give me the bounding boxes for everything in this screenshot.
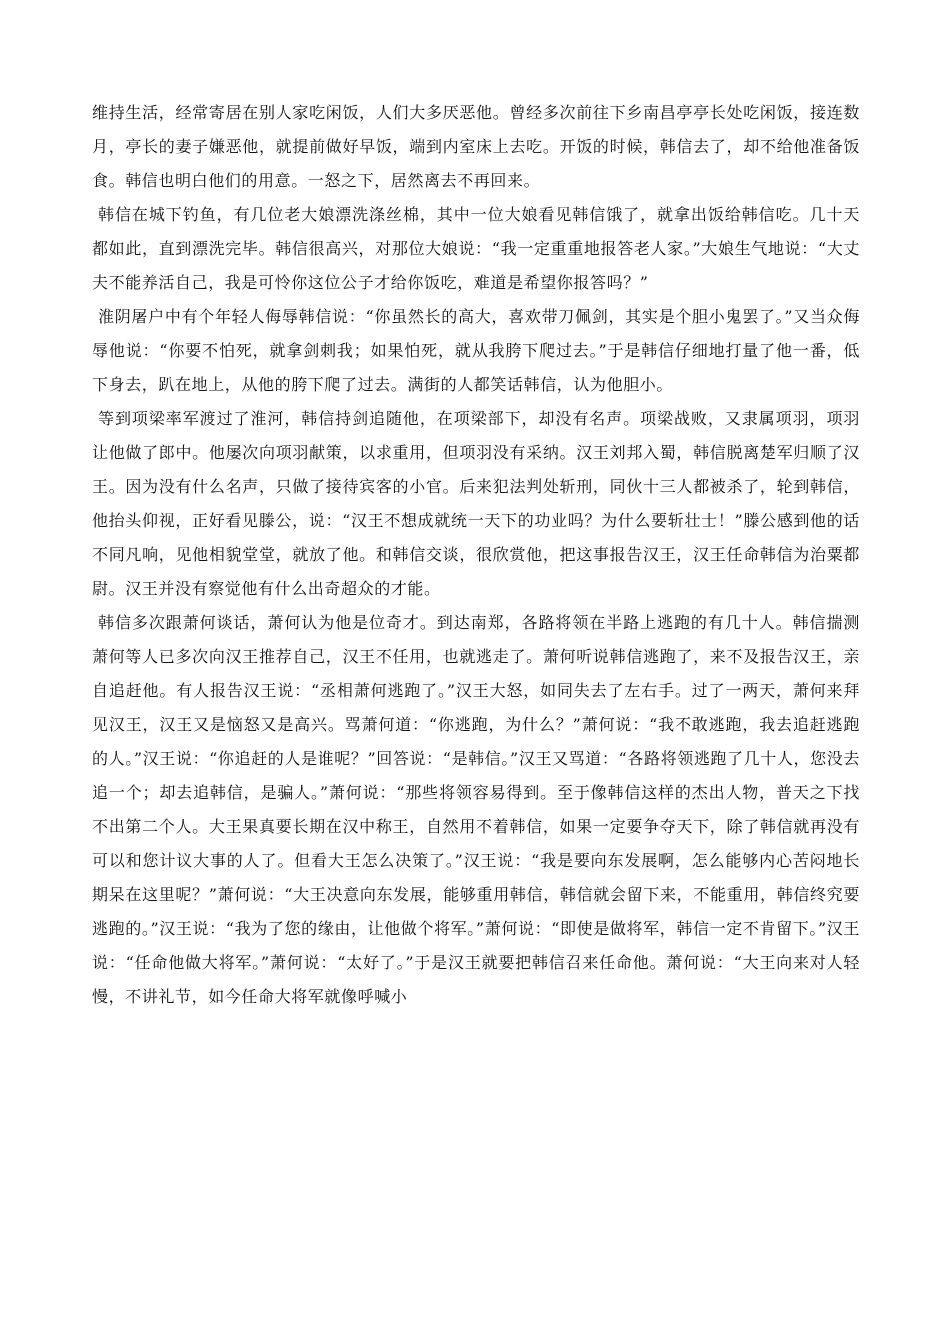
paragraph-5: 韩信多次跟萧何谈话，萧何认为他是位奇才。到达南郑，各路将领在半路上逃跑的有几十人。韩信揣测萧何等人已多次向汉王推荐自己，汉王不任用，也就逃走了。萧何听说韩信逃跑了，来不及报告汉王，亲自追赶他。有人报告汉王说：“丞相萧何逃跑了。”汉王大怒，如同失去了左右手。过了一两天，萧何来拜见汉王，汉王又是恼怒又是高兴。骂萧何道：“你逃跑，为什么？”萧何说：“我不敢逃跑，我去追赶逃跑的人。”汉王说：“你追赶的人是谁呢？”回答说：“是韩信。”汉王又骂道：“各路将领逃跑了几十人，您没去追一个；却去追韩信，是骗人。”萧何说：“那些将领容易得到。至于像韩信这样的杰出人物，普天之下找不出第二个人。大王果真要长期在汉中称王，自然用不着韩信，如果一定要争夺天下，除了韩信就再没有可以和您计议大事的人了。但看大王怎么决策了。”汉王说：“我是要向东发展啊，怎么能够内心苦闷地长期呆在这里呢？”萧何说：“大王决意向东发展，能够重用韩信，韩信就会留下来，不能重用，韩信终究要逃跑的。”汉王说：“我为了您的缘由，让他做个将军。”萧何说：“即使是做将军，韩信一定不肯留下。”汉王说：“任命他做大将军。”萧何说：“太好了。”于是汉王就要把韩信召来任命他。萧何说：“大王向来对人轻慢，不讲礼节，如今任命大将军就像呼喊小 [92, 613, 860, 1006]
document-page [92, 96, 860, 1014]
paragraph-3: 淮阴屠户中有个年轻人侮辱韩信说：“你虽然长的高大，喜欢带刀佩剑，其实是个胆小鬼罢了。”又当众侮辱他说：“你要不怕死，就拿剑刺我；如果怕死，就从我胯下爬过去。”于是韩信仔细地打量了他一番，低下身去，趴在地上，从他的胯下爬了过去。满街的人都笑话韩信，认为他胆小。 [92, 307, 860, 394]
paragraph-1: 维持生活，经常寄居在别人家吃闲饭，人们大多厌恶他。曾经多次前往下乡南昌亭亭长处吃闲饭，接连数月，亭长的妻子嫌恶他，就提前做好早饭，端到内室床上去吃。开饭的时候，韩信去了，却不给他准备饭食。韩信也明白他们的用意。一怒之下，居然离去不再回来。 [92, 103, 860, 190]
paragraph-2: 韩信在城下钓鱼，有几位老大娘漂洗涤丝棉，其中一位大娘看见韩信饿了，就拿出饭给韩信吃。几十天都如此，直到漂洗完毕。韩信很高兴，对那位大娘说：“我一定重重地报答老人家。”大娘生气地说：“大丈夫不能养活自己，我是可怜你这位公子才给你饭吃，难道是希望你报答吗？” [92, 205, 860, 292]
paragraph-4: 等到项梁率军渡过了淮河，韩信持剑追随他，在项梁部下，却没有名声。项梁战败，又隶属项羽，项羽让他做了郎中。他屡次向项羽献策，以求重用，但项羽没有采纳。汉王刘邦入蜀，韩信脱离楚军归顺了汉王。因为没有什么名声，只做了接待宾客的小官。后来犯法判处斩刑，同伙十三人都被杀了，轮到韩信，他抬头仰视，正好看见滕公，说：“汉王不想成就统一天下的功业吗？为什么要斩壮士！”滕公感到他的话不同凡响，见他相貌堂堂，就放了他。和韩信交谈，很欣赏他，把这事报告汉王，汉王任命韩信为治粟都尉。汉王并没有察觉他有什么出奇超众的才能。 [92, 409, 860, 598]
